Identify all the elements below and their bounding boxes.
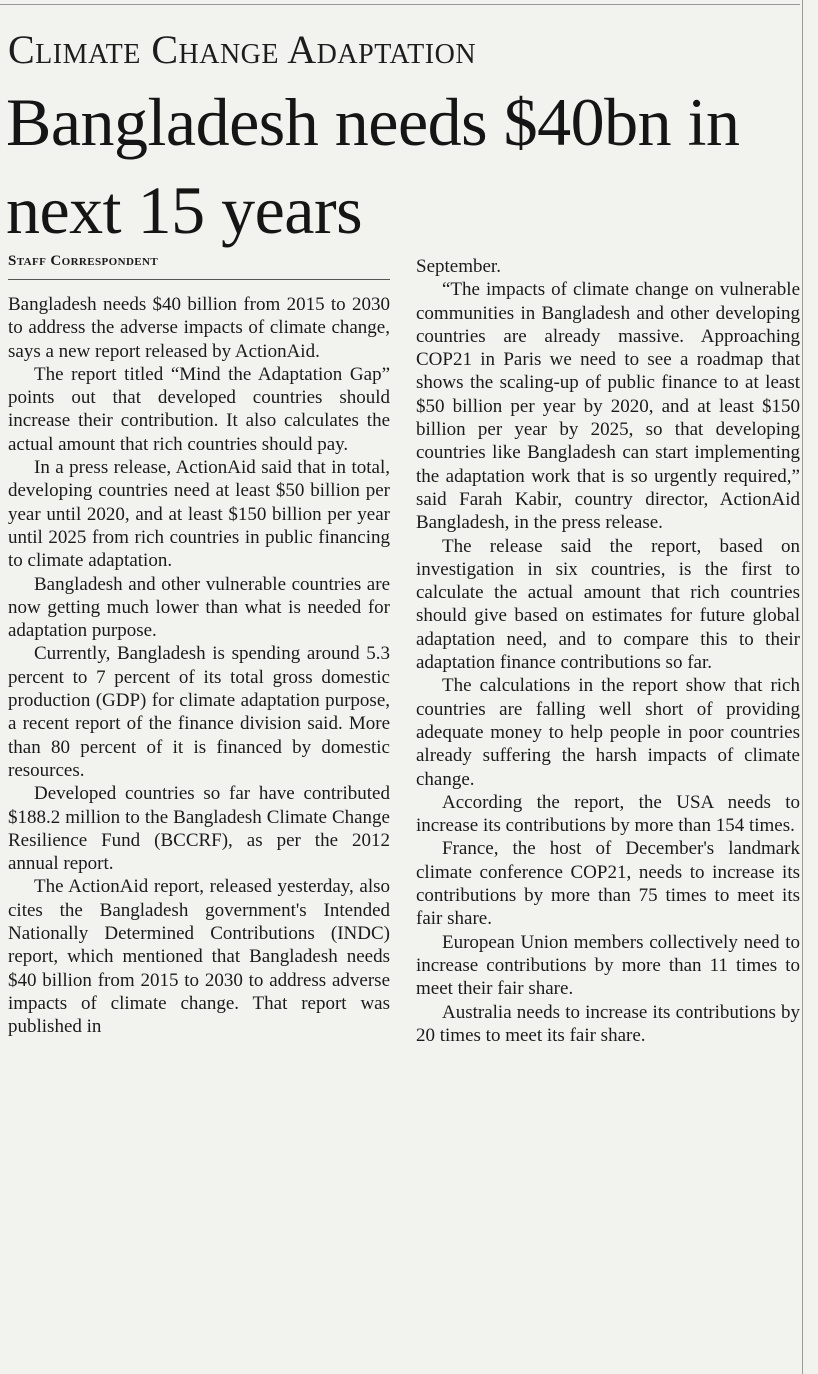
- right-divider: [802, 0, 803, 1374]
- article-column-left: [8, 293, 390, 1039]
- paragraph: Currently, Bangladesh is spending around 5.3 percent to 7 percent of its total gross domestic production (GDP) for climate adaptation purpose, a recent report of the finance division said. More than 80 percent of it is financed by domestic resources.: [8, 643, 390, 781]
- article-column-right: [416, 255, 800, 1047]
- paragraph: According the report, the USA needs to increase its contributions by more than 154 times.: [416, 791, 800, 837]
- paragraph: Australia needs to increase its contributions by 20 times to meet its fair share.: [416, 1001, 800, 1046]
- paragraph: September.: [416, 256, 501, 277]
- headline: Bangladesh needs $40bn in next 15 years: [6, 84, 740, 248]
- byline-divider: [8, 279, 390, 280]
- section-kicker: Climate Change Adaptation: [8, 27, 477, 72]
- paragraph: Bangladesh needs $40 billion from 2015 to 2030 to address the adverse impacts of climate change, says a new report released by ActionAid.: [8, 294, 390, 362]
- paragraph: Bangladesh and other vulnerable countries are now getting much lower than what is needed for adaptation purpose.: [8, 573, 390, 642]
- paragraph: France, the host of December's landmark climate conference COP21, needs to increase its contributions by more than 75 times to meet its fair share.: [416, 838, 800, 930]
- paragraph: The ActionAid report, released yesterday, also cites the Bangladesh government's Intended Nationally Determined Contributions (INDC) report, which mentioned that Bangladesh needs $40 billion from 2015 to 2030 to address adverse impacts of climate change. That report was published in: [8, 876, 390, 1038]
- paragraph: “The impacts of climate change on vulnerable communities in Bangladesh and other developing countries are already massive. Approaching COP21 in Paris we need to see a roadmap that shows the scaling-up of public finance to at least $50 billion per year by 2020, and at least $150 billion per year by 2025, so that developing countries like Bangladesh can start implementing the adaptation work that is so urgently required,” said Farah Kabir, country director, ActionAid Bangladesh, in the press release.: [416, 279, 800, 534]
- paragraph: European Union members collectively need to increase contributions by more than 11 times to meet their fair share.: [416, 931, 800, 1000]
- paragraph: Developed countries so far have contributed $188.2 million to the Bangladesh Climate Change Resilience Fund (BCCRF), as per the 2012 annual report.: [8, 783, 390, 875]
- paragraph: The release said the report, based on investigation in six countries, is the first to calculate the actual amount that rich countries should give based on estimates for future global adaptation need, and to compare this to their adaptation finance contributions so far.: [416, 535, 800, 674]
- byline: Staff Correspondent: [8, 253, 159, 269]
- paragraph: In a press release, ActionAid said that in total, developing countries need at least $50 billion per year until 2020, and at least $150 billion per year until 2025 from rich countries in public financing to climate adaptation.: [8, 457, 390, 572]
- paragraph: The calculations in the report show that rich countries are falling well short of providing adequate money to help people in poor countries already suffering the harsh impacts of climate change.: [416, 675, 800, 790]
- top-divider: [0, 4, 800, 5]
- paragraph: The report titled “Mind the Adaptation Gap” points out that developed countries should increase their contribution. It also calculates the actual amount that rich countries should pay.: [8, 363, 390, 455]
